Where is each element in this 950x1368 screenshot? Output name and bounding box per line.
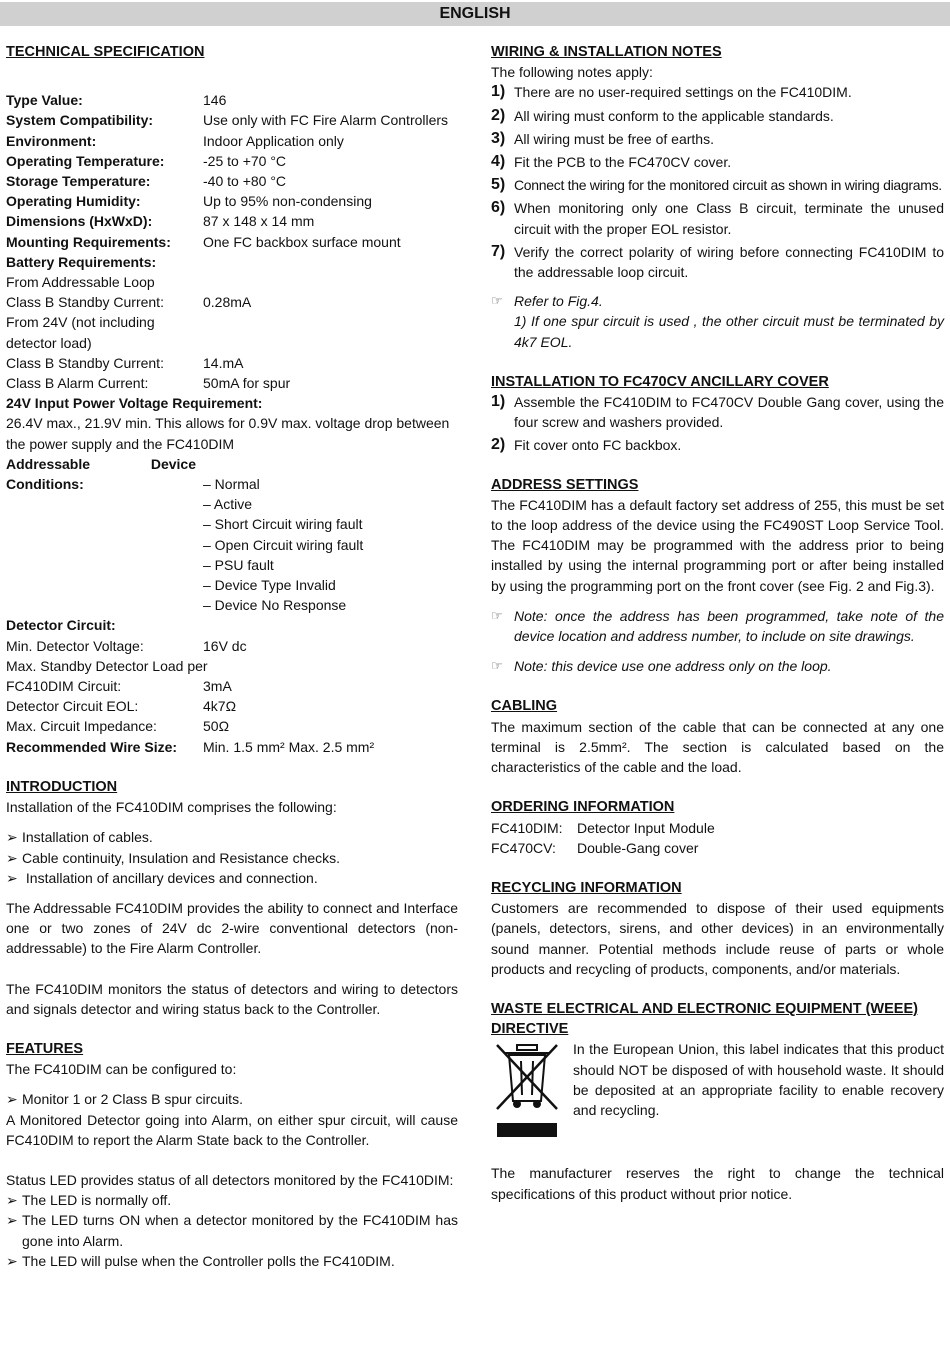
list-item: ➢ Installation of ancillary devices and connection. [6, 868, 458, 888]
conditions-block: Addressable Device Conditions: – Normal – Active – Short Circuit wiring fault – Open Circuit wiring fault – PSU fault – Device Type Invalid – Device No Response [6, 454, 458, 616]
features-paragraph: Status LED provides status of all detectors monitored by the FC410DIM: [6, 1171, 454, 1188]
wiring-heading: WIRING & INSTALLATION NOTES [491, 44, 722, 60]
spec-row: Mounting Requirements: One FC backbox surface mount [6, 233, 401, 250]
pointing-hand-icon: ☞ [491, 293, 503, 309]
spec-row: Operating Humidity: Up to 95% non-condensing [6, 193, 372, 210]
recycling-paragraph: Customers are recommended to dispose of their used equipments (panels, detectors, sirens, and other devices) in an environmentally sound manner. Potential methods include reuse of parts or whole products and recycling of products, components, and/or materials. [491, 900, 944, 977]
language-banner: ENGLISH [0, 2, 950, 26]
intro-paragraph: The FC410DIM monitors the status of detectors and wiring to detectors and signals detector and wiring status back to the Controller. [6, 980, 458, 1017]
address-heading: ADDRESS SETTINGS [491, 476, 639, 493]
disclaimer: The manufacturer reserves the right to change the technical specifications of this product without prior notice. [491, 1165, 944, 1202]
list-item: 2) All wiring must conform to the applicable standards. [491, 106, 834, 124]
spec-row: Class B Alarm Current: 50mA for spur [6, 375, 291, 392]
condition-item: – Short Circuit wiring fault [203, 516, 363, 533]
weee-paragraph: In the European Union, this label indicates that this product should NOT be disposed of with household waste. It should be deposited at an appropriate facility to enable recovery and recycling. [573, 1041, 944, 1118]
weee-heading-line2: DIRECTIVE [491, 1021, 569, 1038]
spec-row: System Compatibility: Use only with FC Fire Alarm Controllers [6, 112, 449, 129]
spec-row: Detector Circuit EOL: 4k7Ω [6, 698, 237, 715]
note: ☞ Note: once the address has been programmed, take note of the device location and address number, to include on site drawings. [491, 606, 944, 646]
list-item: ➢ Monitor 1 or 2 Class B spur circuits. [6, 1089, 458, 1109]
list-item: 1) Assemble the FC410DIM to FC470CV Double Gang cover, using the four screw and washers provided. [491, 393, 944, 431]
list-item: 7) Verify the correct polarity of wiring before connecting FC410DIM to the addressable loop circuit. [491, 242, 944, 281]
arrow-bullet-icon: ➢ [6, 849, 18, 866]
condition-item: – Active [203, 496, 253, 513]
features-heading: FEATURES [6, 1040, 84, 1057]
crossed-bin-icon [491, 1039, 563, 1139]
weee-heading: WASTE ELECTRICAL AND ELECTRONIC EQUIPMENT (WEEE) [491, 1000, 918, 1017]
condition-item: – Device No Response [203, 597, 347, 614]
spec-row: Min. Detector Voltage: 16V dc [6, 637, 247, 654]
spec-row: Environment: Indoor Application only [6, 132, 344, 149]
cabling-paragraph: The maximum section of the cable that can be connected at any one terminal is 2.5mm². The section is calculated based on the characteristics of the cable and the load. [491, 718, 944, 776]
spec-row: Storage Temperature: -40 to +80 °C [6, 173, 287, 190]
input-power-heading: 24V Input Power Voltage Requirement: [6, 395, 263, 412]
list-item: 1) There are no user-required settings on the FC410DIM. [491, 83, 852, 101]
spec-row: Class B Standby Current: 0.28mA [6, 294, 252, 311]
list-item: 4) Fit the PCB to the FC470CV cover. [491, 153, 732, 171]
arrow-bullet-icon: ➢ [6, 1252, 18, 1269]
address-paragraph: The FC410DIM has a default factory set address of 255, this must be set to the loop address of the device using the FC490ST Loop Service Tool. The FC410DIM may be programmed with the address prior to being installed by using the internal programming port or after being installed by using the programming port on the front cover (see Fig. 2 and Fig.3). [491, 496, 944, 594]
spec-row: Class B Standby Current: 14.mA [6, 354, 244, 371]
condition-item: – PSU fault [203, 556, 274, 573]
list-item: ➢ The LED turns ON when a detector monitored by the FC410DIM has gone into Alarm. [6, 1210, 458, 1250]
condition-item: – Device Type Invalid [203, 577, 336, 594]
from-loop: From Addressable Loop [6, 274, 155, 291]
list-item: 3) All wiring must be free of earths. [491, 129, 714, 147]
list-item: 2) Fit cover onto FC backbox. [491, 436, 682, 454]
installation-heading: INSTALLATION TO FC470CV ANCILLARY COVER [491, 373, 829, 390]
spec-row: FC410DIM Circuit: 3mA [6, 678, 232, 695]
arrow-bullet-icon: ➢ [6, 1212, 18, 1229]
features-lead: The FC410DIM can be configured to: [6, 1061, 237, 1078]
condition-item: – Open Circuit wiring fault [203, 536, 364, 553]
arrow-bullet-icon: ➢ [6, 829, 18, 846]
list-item: ➢ The LED will pulse when the Controller polls the FC410DIM. [6, 1251, 458, 1271]
order-row: FC470CV: Double-Gang cover [491, 839, 699, 856]
battery-heading: Battery Requirements: [6, 253, 157, 270]
intro-paragraph: The Addressable FC410DIM provides the ability to connect and Interface one or two zones of 24V dc 2-wire conventional detectors (non-addressable) to the Fire Alarm Controller. [6, 899, 458, 957]
list-item: ➢ The LED is normally off. [6, 1190, 458, 1210]
list-item: 6) When monitoring only one Class B circuit, terminate the unused circuit with the proper EOL resistor. [491, 199, 944, 237]
cabling-heading: CABLING [491, 698, 558, 715]
spec-row: Type Value: 146 [6, 92, 227, 109]
arrow-bullet-icon: ➢ [6, 1192, 18, 1209]
order-row: FC410DIM: Detector Input Module [491, 819, 715, 836]
spec-row: Operating Temperature: -25 to +70 °C [6, 152, 287, 169]
input-power-text: 26.4V max., 21.9V min. This allows for 0.9V max. voltage drop between the power supply and the FC410DIM [6, 415, 450, 452]
detector-circuit-heading: Detector Circuit: [6, 617, 116, 634]
wiring-lead: The following notes apply: [491, 64, 653, 81]
weee-block [491, 1039, 944, 1139]
arrow-bullet-icon: ➢ [6, 869, 18, 886]
features-paragraph: A Monitored Detector going into Alarm, on either spur circuit, will cause FC410DIM to report the Alarm State back to the Controller. [6, 1111, 458, 1148]
pointing-hand-icon: ☞ [491, 607, 503, 623]
ordering-heading: ORDERING INFORMATION [491, 799, 675, 816]
list-item: ➢ Cable continuity, Insulation and Resistance checks. [6, 848, 458, 868]
from-24v: From 24V (not including detector load) [6, 314, 155, 351]
max-standby: Max. Standby Detector Load per [6, 657, 208, 674]
right-column [491, 42, 944, 1204]
tech-spec-heading: TECHNICAL SPECIFICATION [6, 44, 205, 60]
spec-row: Recommended Wire Size: Min. 1.5 mm² Max. 2.5 mm² [6, 738, 375, 755]
note: ☞ Note: this device use one address only on the loop. [491, 656, 944, 676]
introduction-heading: INTRODUCTION [6, 778, 118, 795]
list-item: 5) Connect the wiring for the monitored circuit as shown in wiring diagrams. [491, 176, 942, 194]
left-column [6, 42, 458, 1271]
recycling-heading: RECYCLING INFORMATION [491, 879, 682, 896]
spec-row: Dimensions (HxWxD): 87 x 148 x 14 mm [6, 213, 315, 230]
condition-item: – Normal [203, 476, 260, 493]
spec-row: Max. Circuit Impedance: 50Ω [6, 718, 230, 735]
arrow-bullet-icon: ➢ [6, 1091, 18, 1108]
note: ☞ Refer to Fig.4. 1) If one spur circuit is used , the other circuit must be terminated by 4k7 EOL. [491, 291, 944, 352]
pointing-hand-icon: ☞ [491, 658, 503, 674]
list-item: ➢ Installation of cables. [6, 827, 458, 847]
intro-lead: Installation of the FC410DIM comprises the following: [6, 799, 337, 816]
